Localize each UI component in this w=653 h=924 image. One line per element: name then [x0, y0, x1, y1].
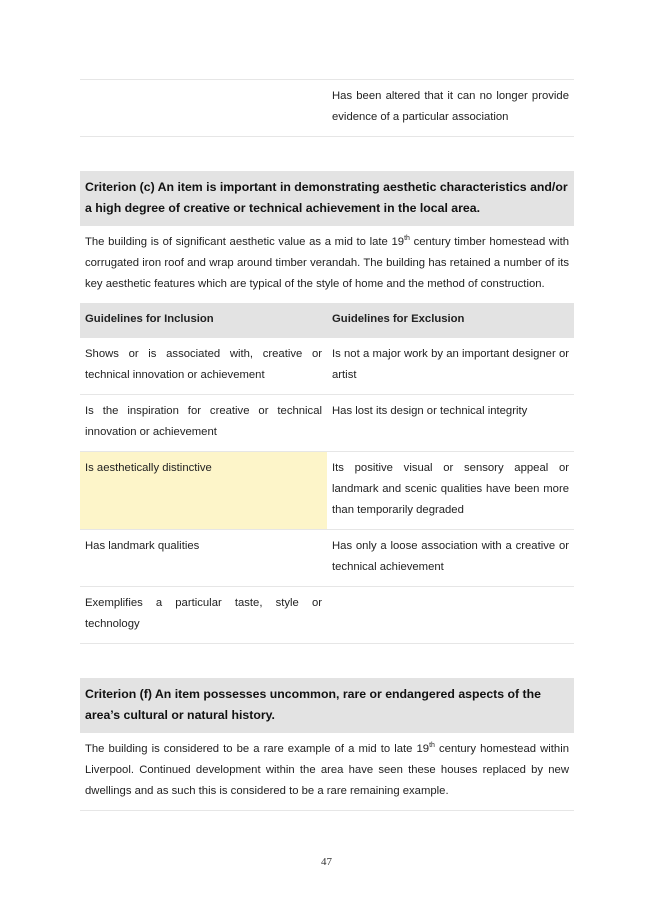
guideline-row	[80, 338, 574, 395]
exclusion-cell: Is not a major work by an important designer or artist	[332, 348, 569, 381]
superscript-th: th	[404, 235, 410, 243]
guideline-row	[80, 452, 574, 530]
guideline-row	[80, 395, 574, 452]
inclusion-cell: Exemplifies a particular taste, style or technology	[85, 597, 322, 630]
statement-text-cont: century timber homestead with corrugated iron roof and wrap around timber verandah. The building has retained a number of its key aesthetic features which are typical of the style of home and the method of construction.	[85, 236, 569, 290]
exclusion-cell: Has been altered that it can no longer provide evidence of a particular association	[332, 90, 569, 123]
statement-text: The building is of significant aesthetic value as a mid to late 19	[85, 236, 405, 248]
page-number: 47	[321, 856, 332, 868]
inclusion-cell: Has landmark qualities	[85, 540, 200, 552]
exclusion-cell: Has lost its design or technical integrity	[332, 405, 528, 417]
inclusion-cell: Shows or is associated with, creative or technical innovation or achievement	[85, 348, 322, 381]
guidelines-header-row	[80, 303, 574, 338]
previous-criterion-row	[80, 79, 574, 137]
criterion-c-statement	[80, 226, 574, 303]
guideline-row	[80, 587, 574, 644]
inclusion-header: Guidelines for Inclusion	[85, 313, 214, 325]
criterion-c-heading: Criterion (c) An item is important in demonstrating aesthetic characteristics and/or a high degree of creative or technical achievement in the local area.	[80, 171, 574, 226]
empty-inclusion-cell	[80, 80, 327, 136]
statement-text: The building is considered to be a rare example of a mid to late 19	[85, 743, 430, 755]
document-body	[80, 79, 574, 811]
exclusion-cell	[327, 587, 574, 643]
inclusion-cell: Is aesthetically distinctive	[80, 452, 327, 529]
exclusion-cell: Its positive visual or sensory appeal or landmark and scenic qualities have been more than temporarily degraded	[332, 462, 569, 516]
criterion-f-statement	[80, 733, 574, 810]
criterion-f-statement-row	[80, 733, 574, 811]
inclusion-cell: Is the inspiration for creative or technical innovation or achievement	[85, 405, 322, 438]
guideline-row	[80, 530, 574, 587]
superscript-th: th	[429, 742, 435, 750]
guidelines-table	[80, 338, 574, 644]
statement-text-cont: century homestead within Liverpool. Continued development within the area have seen these houses replaced by new dwellings and as such this is considered to be a rare remaining example.	[85, 743, 569, 797]
criterion-f-heading: Criterion (f) An item possesses uncommon, rare or endangered aspects of the area’s cultural or natural history.	[80, 678, 574, 733]
exclusion-header: Guidelines for Exclusion	[332, 313, 465, 325]
exclusion-cell: Has only a loose association with a creative or technical achievement	[332, 540, 569, 573]
